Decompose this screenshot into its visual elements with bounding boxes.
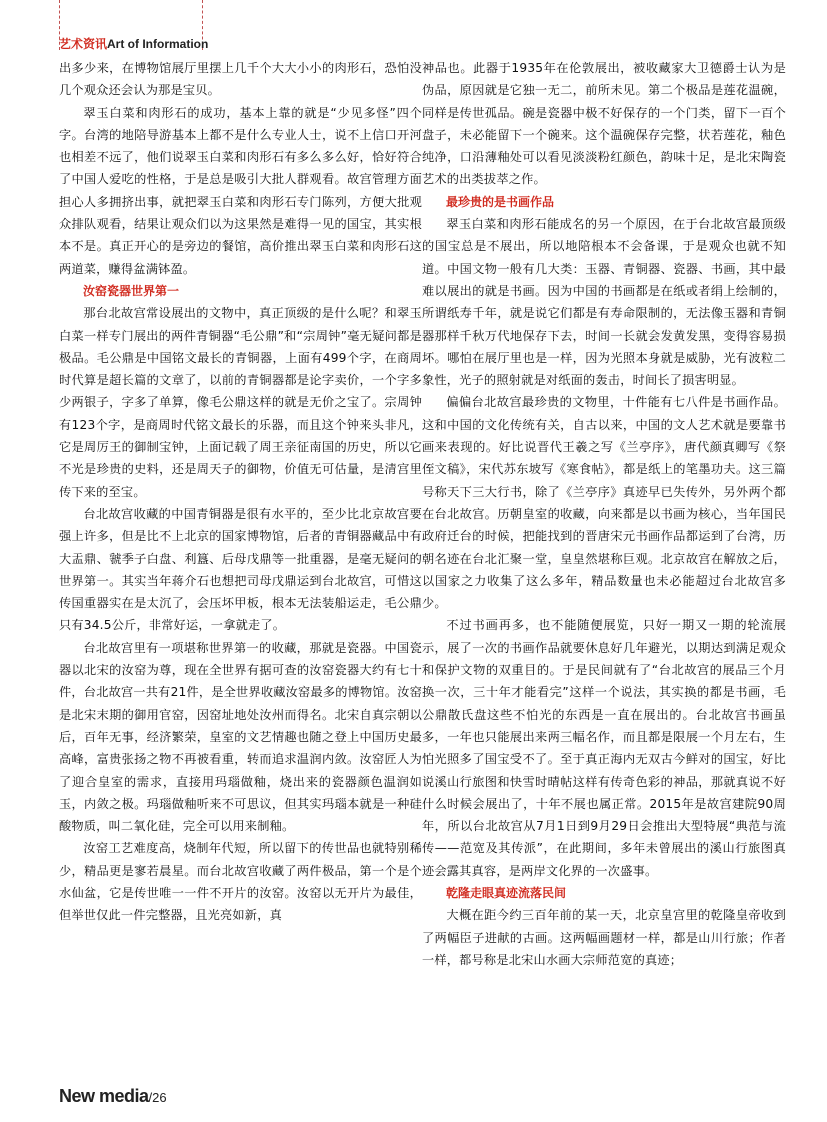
- page-number: /26: [148, 1090, 167, 1105]
- section-heading: 乾隆走眼真迹流落民间: [446, 885, 567, 900]
- paragraph: 偏偏台北故宫最珍贵的文物里，十件能有七八件是书画作品。这和中国的文化传统有关，自古以来，中国的文人艺术就是要靠书画来表现的。好比说晋代王羲之写《兰亭序》，唐代颜真卿写《祭侄文稿》，宋代苏东坡写《寒食帖》，都是纸上的笔墨功夫。这三篇号称天下三大行书，除了《兰亭序》真迹早已失传外，另外两个都在台北故宫。历朝皇室的收藏，向来都是以书画为核心，当年国民政府迁台的时候，把能找到的晋唐宋元书画作品都运到了台湾，历朝名迹在台北汇聚一堂，皇皇然堪称巨观。北京故宫在解放之后，以国家之力收集了这么多年，精品数量也未必能超过台北故宫多少。: [422, 395, 786, 611]
- left-column: [59, 57, 422, 927]
- paragraph: 台北故宫收藏的中国青铜器是很有水平的，至少比北京故宫要强上许多，但是比不上北京的国家博物馆，后者的青铜器藏品中有大盂鼎、虢季子白盘、利簋、后母戊鼎等一批重器，是毫无疑问的世界第一。其实当年蒋介石也想把司母戊鼎运到台北故宫，可惜这传国重器实在是太沉了，会压坏甲板，根本无法装船运走，毛公鼎只有34.5公斤，非常好运，一拿就走了。: [59, 506, 422, 633]
- paragraph: 出多少来，在博物馆展厅里摆上几千个大大小小的肉形石，恐怕没几个观众还会认为那是宝贝。: [59, 61, 422, 98]
- section-header: [59, 37, 208, 51]
- paragraph: 神品也。此器于1935年在伦敦展出，被收藏家大卫德爵士认为是伪品，原因就是它独一无二，前所未见。第二个极品是莲花温碗，同样是传世孤品。碗是瓷器中极不好保存的一个门类，留下一百个盘子，未必能留下一个碗来。这个温碗保存完整，状若莲花，釉色纯净，口沿薄釉处可以看见淡淡粉红颜色，韵味十足，是北宋陶瓷艺术的出类拔萃之作。: [422, 61, 786, 187]
- paragraph: 汝窑工艺难度高，烧制年代短，所以留下的传世品也就特别稀少，精品更是寥若晨星。而台北故宫收藏了两件极品，第一个是个水仙盆，它是传世唯一一件不开片的汝窑。汝窑以无开片为最佳，但举世仅此一件完整器，且光亮如新，真: [59, 841, 422, 923]
- paragraph: 台北故宫里有一项堪称世界第一的收藏，那就是瓷器。中国瓷器以北宋的汝窑为尊，现在全世界有据可查的汝窑瓷器大约有七十件，台北故宫一共有21件，是全世界收藏汝窑最多的博物馆。汝窑是北宋末期的御用官窑，因窑址地处汝州而得名。北宋自真宗朝以后，百年无事，经济繁荣，皇室的文艺情趣也随之登上中国历史最高峰，富贵张扬之物不再被看重，转而追求温润内敛。汝窑匠人为了迎合皇室的需求，直接用玛瑙做釉，烧出来的瓷器颜色温润如玉，内敛之极。玛瑙做釉听来不可思议，但其实玛瑙本就是一种硅酸物质，叫二氧化硅，完全可以用来制釉。: [59, 640, 422, 834]
- section-heading: 汝窑瓷器世界第一: [83, 283, 180, 298]
- section-heading: 最珍贵的是书画作品: [446, 194, 555, 209]
- section-label-cn: 艺术资讯: [59, 37, 108, 51]
- section-label-en: Art of Information: [107, 37, 209, 51]
- paragraph: 大概在距今约三百年前的某一天，北京皇宫里的乾隆皇帝收到了两幅臣子进献的古画。这两幅画题材一样，都是山川行旅；作者一样，都号称是北宋山水画大宗师范宽的真迹；: [422, 908, 786, 967]
- page-footer: [59, 1086, 167, 1107]
- paragraph: 翠玉白菜和肉形石能成名的另一个原因，在于台北故宫最顶级的国宝总是不展出，所以地陪根本不会备课，于是观众也就不知道。中国文物一般有几大类：玉器、青铜器、瓷器、书画，其中最难以展出的就是书画。因为中国的书画都是在纸或者绢上绘制的，所谓纸寿千年，就是说它们都是有寿命限制的，无法像玉器和青铜器那样千秋万代地保存下去，时间一长就会发黄发黑，变得容易损坏。哪怕在展厅里也是一样，因为光照本身就是威胁，光有波粒二象性，光子的照射就是对纸面的轰击，时间长了损害明显。: [422, 217, 786, 388]
- magazine-name: New media: [59, 1086, 149, 1106]
- paragraph: 不过书画再多，也不能随便展览，只好一期又一期的轮流展示，展了一次的书画作品就要休息好几年避光，以期达到满足观众和保护文物的双重目的。于是民间就有了“台北故宫的展品三个月换一次，三十年才能看完”这样一个说法，其实换的都是书画，毛公鼎散氏盘这些不怕光的东西是一直在展出的。台北故宫书画虽多，一年也只能展出来两三幅名作，而且都是限展一个月左右，生怕光照多了国宝受不了。至于真正海内无双古今鲜对的国宝，好比说溪山行旅图和快雪时晴帖这样有传奇色彩的神品，那就真说不好什么时候会展出了，十年不展也属正常。2015年是故宫建院90周年，所以台北故宫从7月1日到9月29日会推出大型特展“典范与流传——范宽及其传派”，在此期间，多年未曾展出的溪山行旅图真迹会露其真容，是两岸文化界的一次盛事。: [422, 618, 786, 878]
- right-column: [422, 57, 786, 971]
- paragraph: 翠玉白菜和肉形石的成功，基本上靠的就是“少见多怪”四个字。台湾的地陪导游基本上都不是什么专业人士，说不上信口开河也相差不远了，他们说翠玉白菜和肉形石有多么多么好，恰好符合了中国人爱吃的性格，于是总是吸引大批人群观看。故宫管理方面担心人多拥挤出事，就把翠玉白菜和肉形石专门陈列，方便大批观众排队观看，结果让观众们以为这果然是难得一见的国宝，其实根本不是。真正开心的是旁边的餐馆，高价推出翠玉白菜和肉形石这两道菜，赚得盆满钵盈。: [59, 105, 422, 276]
- paragraph: 那台北故宫常设展出的文物中，真正顶级的是什么呢？和翠玉白菜一样专门展出的两件青铜器“毛公鼎”和“宗周钟”毫无疑问都是极品。毛公鼎是中国铭文最长的青铜器，上面有499个字，在商周时代算是超长篇的文章了，以前的青铜器都是论字卖价，一个字多少两银子，字多了单算，像毛公鼎这样的就是无价之宝了。宗周钟有123个字，是商周时代铭文最长的乐器，而且这个钟来头非凡，它是周厉王的御制宝钟，上面记载了周王亲征南国的历史，所以它不光是珍贵的史料，还是周天子的御物，价值无可估量，是清宫里传下来的至宝。: [59, 306, 422, 499]
